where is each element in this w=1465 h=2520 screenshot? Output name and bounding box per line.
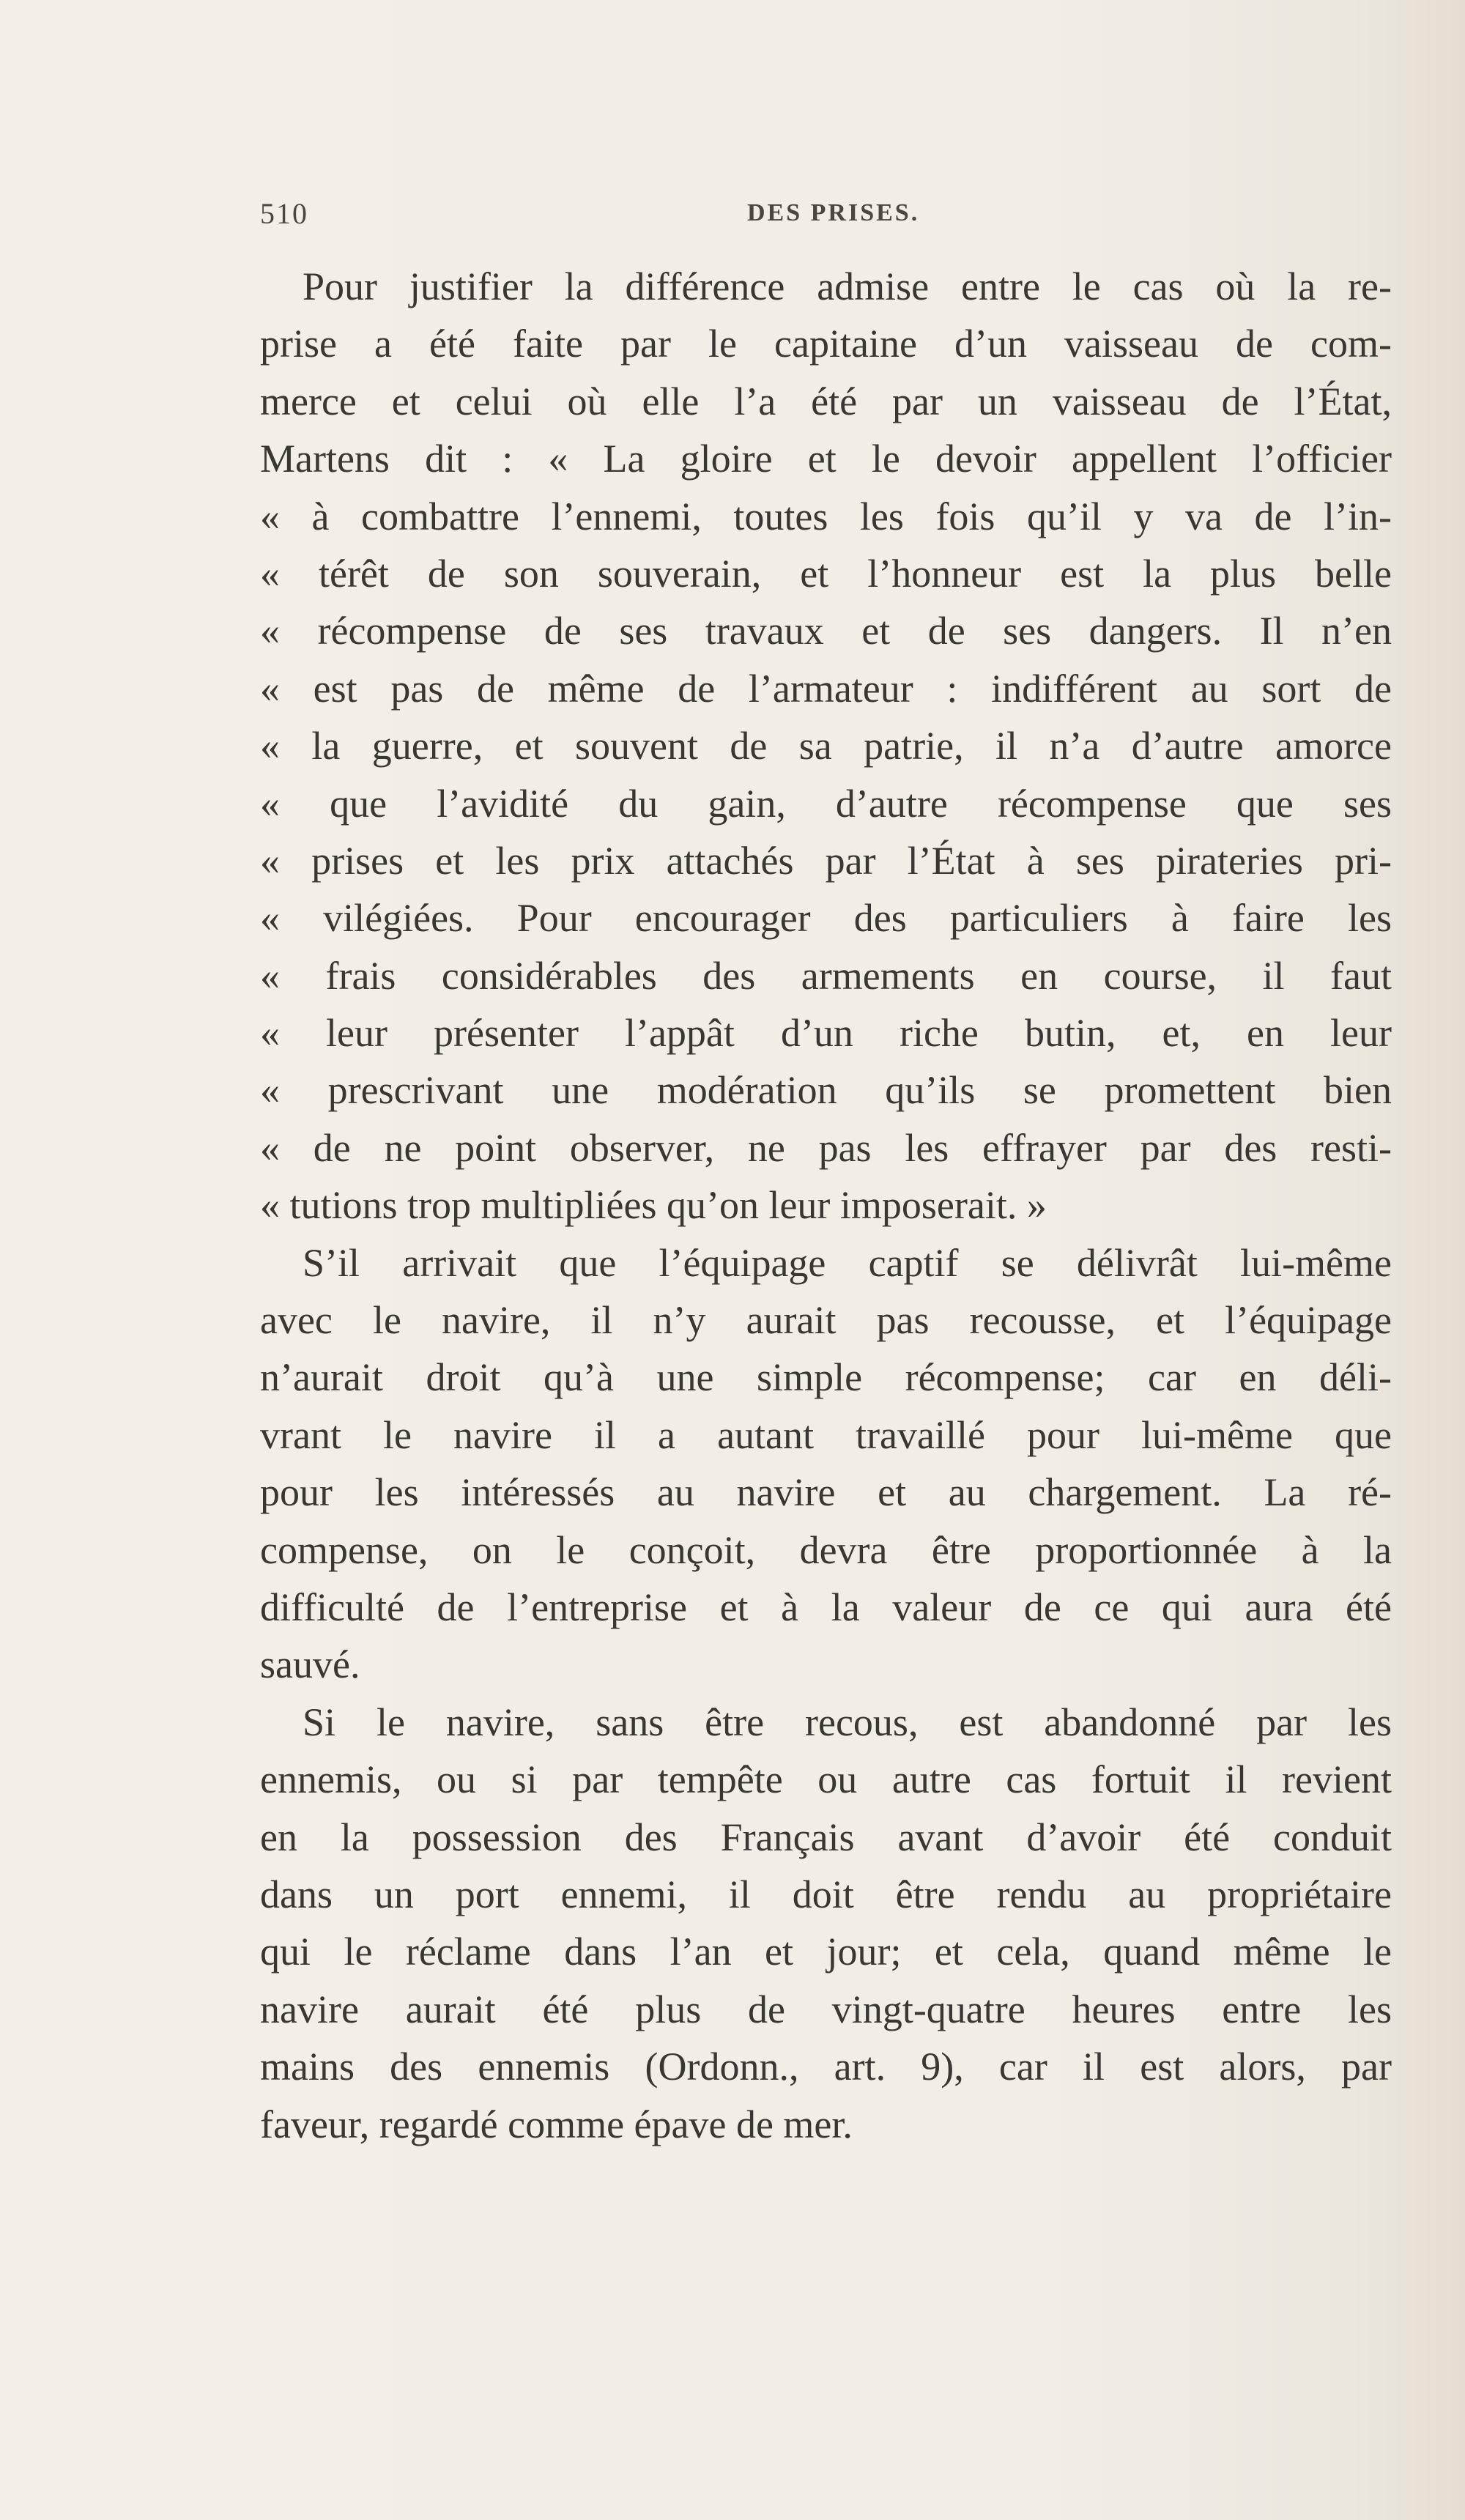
text-line: « est pas de même de l’armateur : indifférent au sort de bbox=[260, 666, 1392, 711]
text-line: avec le navire, il n’y aurait pas recousse, et l’équipage bbox=[260, 1298, 1392, 1343]
text-line: mains des ennemis (Ordonn., art. 9), car il est alors, par bbox=[260, 2045, 1392, 2089]
text-line: « leur présenter l’appât d’un riche butin, et, en leur bbox=[260, 1011, 1392, 1056]
text-line: difficulté de l’entreprise et à la valeur de ce qui aura été bbox=[260, 1585, 1392, 1629]
text-line: qui le réclame dans l’an et jour; et cela, quand même le bbox=[260, 1930, 1392, 1974]
page-header bbox=[260, 196, 1417, 240]
text-line: merce et celui où elle l’a été par un vaisseau de l’État, bbox=[260, 379, 1392, 423]
text-line: « de ne point observer, ne pas les effrayer par des resti- bbox=[260, 1125, 1392, 1170]
text-line: « frais considérables des armements en course, il faut bbox=[260, 953, 1392, 998]
text-line: « prises et les prix attachés par l’État à ses pirateries pri- bbox=[260, 838, 1392, 883]
text-line: vrant le navire il a autant travaillé pour lui-même que bbox=[260, 1412, 1392, 1457]
text-line: faveur, regardé comme épave de mer. bbox=[260, 2102, 853, 2146]
text-line: Martens dit : « La gloire et le devoir appellent l’officier bbox=[260, 437, 1392, 481]
text-line: navire aurait été plus de vingt-quatre heures entre les bbox=[260, 1987, 1392, 2031]
text-line: « la guerre, et souvent de sa patrie, il n’a d’autre amorce bbox=[260, 724, 1392, 768]
text-line: « tutions trop multipliées qu’on leur imposerait. » bbox=[260, 1183, 1047, 1228]
text-line: ennemis, ou si par tempête ou autre cas fortuit il revient bbox=[260, 1757, 1392, 1802]
text-line: prise a été faite par le capitaine d’un vaisseau de com- bbox=[260, 322, 1392, 366]
page-number: 510 bbox=[260, 197, 308, 230]
text-line: Si le navire, sans être recous, est abandonné par les bbox=[303, 1700, 1392, 1744]
text-line: « térêt de son souverain, et l’honneur est la plus belle bbox=[260, 551, 1392, 596]
text-line: en la possession des Français avant d’avoir été conduit bbox=[260, 1815, 1392, 1859]
text-line: Pour justifier la différence admise entre le cas où la re- bbox=[303, 264, 1392, 308]
text-line: compense, on le conçoit, devra être proportionnée à la bbox=[260, 1527, 1392, 1572]
text-line: « prescrivant une modération qu’ils se promettent bien bbox=[260, 1068, 1392, 1113]
text-line: « à combattre l’ennemi, toutes les fois qu’il y va de l’in- bbox=[260, 494, 1392, 538]
text-line: « que l’avidité du gain, d’autre récompense que ses bbox=[260, 781, 1392, 826]
text-line: « récompense de ses travaux et de ses dangers. Il n’en bbox=[260, 609, 1392, 653]
running-title: DES PRISES. bbox=[747, 199, 920, 226]
text-line: n’aurait droit qu’à une simple récompense; car en déli- bbox=[260, 1355, 1392, 1400]
text-line: sauvé. bbox=[260, 1642, 360, 1687]
text-line: « vilégiées. Pour encourager des particuliers à faire les bbox=[260, 896, 1392, 941]
text-line: dans un port ennemi, il doit être rendu au propriétaire bbox=[260, 1872, 1392, 1916]
text-line: pour les intéressés au navire et au chargement. La ré- bbox=[260, 1470, 1392, 1515]
text-line: S’il arrivait que l’équipage captif se délivrât lui-même bbox=[303, 1240, 1392, 1285]
body-text bbox=[260, 258, 1392, 2153]
